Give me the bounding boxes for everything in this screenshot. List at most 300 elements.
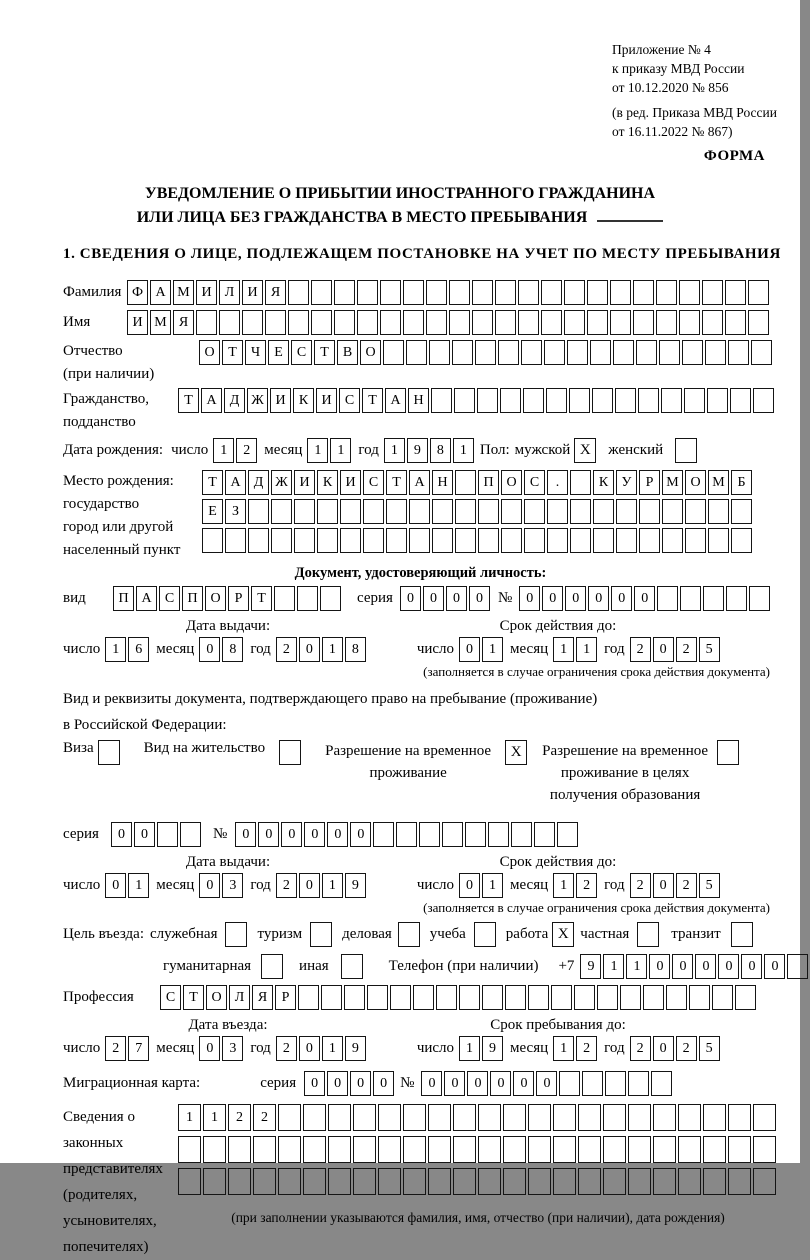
- char-box[interactable]: [684, 388, 705, 413]
- char-box[interactable]: [426, 280, 447, 305]
- char-box[interactable]: С: [291, 340, 312, 365]
- char-box[interactable]: О: [199, 340, 220, 365]
- char-box[interactable]: К: [293, 388, 314, 413]
- char-box[interactable]: 0: [467, 1071, 488, 1096]
- char-box[interactable]: Р: [228, 586, 249, 611]
- char-box[interactable]: [662, 499, 683, 524]
- char-box[interactable]: [503, 1104, 526, 1131]
- char-box[interactable]: [353, 1168, 376, 1195]
- char-box[interactable]: [386, 499, 407, 524]
- char-box[interactable]: Т: [251, 586, 272, 611]
- purpose-commercial-checkbox[interactable]: [398, 922, 420, 947]
- char-box[interactable]: [518, 280, 539, 305]
- char-box[interactable]: Т: [183, 985, 204, 1010]
- char-box[interactable]: [653, 1104, 676, 1131]
- char-box[interactable]: В: [337, 340, 358, 365]
- char-box[interactable]: [442, 822, 463, 847]
- char-box[interactable]: [428, 1104, 451, 1131]
- char-box[interactable]: 0: [695, 954, 716, 979]
- char-box[interactable]: 0: [536, 1071, 557, 1096]
- char-box[interactable]: [570, 528, 591, 553]
- char-box[interactable]: 8: [345, 637, 366, 662]
- char-box[interactable]: [478, 1136, 501, 1163]
- char-box[interactable]: [735, 985, 756, 1010]
- char-box[interactable]: 2: [228, 1104, 251, 1131]
- char-box[interactable]: [680, 586, 701, 611]
- char-box[interactable]: [455, 470, 476, 495]
- char-box[interactable]: [294, 499, 315, 524]
- char-box[interactable]: О: [205, 586, 226, 611]
- char-box[interactable]: 0: [588, 586, 609, 611]
- char-box[interactable]: 2: [676, 1036, 697, 1061]
- char-box[interactable]: [703, 1104, 726, 1131]
- char-box[interactable]: Т: [222, 340, 243, 365]
- char-box[interactable]: 1: [603, 954, 624, 979]
- char-box[interactable]: [228, 1136, 251, 1163]
- char-box[interactable]: [353, 1136, 376, 1163]
- char-box[interactable]: 0: [235, 822, 256, 847]
- char-box[interactable]: [498, 340, 519, 365]
- char-box[interactable]: 2: [253, 1104, 276, 1131]
- char-box[interactable]: [753, 1136, 776, 1163]
- char-box[interactable]: 0: [459, 637, 480, 662]
- char-box[interactable]: [653, 1136, 676, 1163]
- char-box[interactable]: 7: [128, 1036, 149, 1061]
- char-box[interactable]: [633, 280, 654, 305]
- char-box[interactable]: [225, 528, 246, 553]
- char-box[interactable]: [541, 310, 562, 335]
- char-box[interactable]: [321, 985, 342, 1010]
- char-box[interactable]: [334, 280, 355, 305]
- char-box[interactable]: [429, 340, 450, 365]
- char-box[interactable]: 0: [299, 1036, 320, 1061]
- char-box[interactable]: [616, 499, 637, 524]
- char-box[interactable]: [453, 1104, 476, 1131]
- char-box[interactable]: М: [173, 280, 194, 305]
- char-box[interactable]: 8: [430, 438, 451, 463]
- char-box[interactable]: [603, 1104, 626, 1131]
- char-box[interactable]: Р: [639, 470, 660, 495]
- char-box[interactable]: И: [294, 470, 315, 495]
- char-box[interactable]: [403, 1104, 426, 1131]
- char-box[interactable]: 0: [649, 954, 670, 979]
- char-box[interactable]: 0: [611, 586, 632, 611]
- char-box[interactable]: [419, 822, 440, 847]
- char-box[interactable]: [303, 1168, 326, 1195]
- sex-female-checkbox[interactable]: [675, 438, 697, 463]
- char-box[interactable]: [344, 985, 365, 1010]
- char-box[interactable]: [708, 528, 729, 553]
- char-box[interactable]: [528, 1104, 551, 1131]
- char-box[interactable]: [703, 1168, 726, 1195]
- char-box[interactable]: [465, 822, 486, 847]
- char-box[interactable]: [495, 280, 516, 305]
- char-box[interactable]: [570, 499, 591, 524]
- char-box[interactable]: 0: [718, 954, 739, 979]
- char-box[interactable]: 1: [322, 637, 343, 662]
- char-box[interactable]: 0: [134, 822, 155, 847]
- char-box[interactable]: 0: [741, 954, 762, 979]
- char-box[interactable]: М: [662, 470, 683, 495]
- char-box[interactable]: [730, 388, 751, 413]
- char-box[interactable]: 8: [222, 637, 243, 662]
- char-box[interactable]: [353, 1104, 376, 1131]
- char-box[interactable]: Т: [314, 340, 335, 365]
- char-box[interactable]: [728, 340, 749, 365]
- char-box[interactable]: 6: [128, 637, 149, 662]
- visa-checkbox[interactable]: [98, 740, 120, 765]
- char-box[interactable]: [409, 499, 430, 524]
- char-box[interactable]: 0: [469, 586, 490, 611]
- char-box[interactable]: 0: [653, 873, 674, 898]
- char-box[interactable]: [553, 1168, 576, 1195]
- char-box[interactable]: [288, 280, 309, 305]
- char-box[interactable]: 0: [423, 586, 444, 611]
- char-box[interactable]: 1: [213, 438, 234, 463]
- char-box[interactable]: [383, 340, 404, 365]
- char-box[interactable]: Т: [202, 470, 223, 495]
- char-box[interactable]: [248, 499, 269, 524]
- char-box[interactable]: А: [201, 388, 222, 413]
- char-box[interactable]: [500, 388, 521, 413]
- char-box[interactable]: [317, 499, 338, 524]
- char-box[interactable]: [413, 985, 434, 1010]
- char-box[interactable]: [592, 388, 613, 413]
- temp-permit-checkbox[interactable]: X: [505, 740, 527, 765]
- char-box[interactable]: 0: [634, 586, 655, 611]
- char-box[interactable]: [320, 586, 341, 611]
- char-box[interactable]: [472, 310, 493, 335]
- char-box[interactable]: 0: [400, 586, 421, 611]
- char-box[interactable]: .: [547, 470, 568, 495]
- char-box[interactable]: 0: [327, 1071, 348, 1096]
- char-box[interactable]: [593, 528, 614, 553]
- char-box[interactable]: [582, 1071, 603, 1096]
- char-box[interactable]: И: [270, 388, 291, 413]
- char-box[interactable]: [587, 310, 608, 335]
- char-box[interactable]: [528, 985, 549, 1010]
- char-box[interactable]: [265, 310, 286, 335]
- char-box[interactable]: [409, 528, 430, 553]
- char-box[interactable]: [578, 1136, 601, 1163]
- char-box[interactable]: 0: [444, 1071, 465, 1096]
- char-box[interactable]: [574, 985, 595, 1010]
- char-box[interactable]: 1: [553, 873, 574, 898]
- char-box[interactable]: 0: [565, 586, 586, 611]
- char-box[interactable]: [449, 280, 470, 305]
- char-box[interactable]: [328, 1168, 351, 1195]
- char-box[interactable]: [298, 985, 319, 1010]
- char-box[interactable]: И: [242, 280, 263, 305]
- char-box[interactable]: [203, 1136, 226, 1163]
- char-box[interactable]: [616, 528, 637, 553]
- char-box[interactable]: [219, 310, 240, 335]
- char-box[interactable]: Ж: [247, 388, 268, 413]
- char-box[interactable]: [495, 310, 516, 335]
- char-box[interactable]: 0: [304, 822, 325, 847]
- char-box[interactable]: И: [340, 470, 361, 495]
- char-box[interactable]: [459, 985, 480, 1010]
- char-box[interactable]: [253, 1168, 276, 1195]
- char-box[interactable]: 2: [630, 873, 651, 898]
- char-box[interactable]: [657, 586, 678, 611]
- char-box[interactable]: [328, 1104, 351, 1131]
- char-box[interactable]: 0: [373, 1071, 394, 1096]
- char-box[interactable]: [328, 1136, 351, 1163]
- char-box[interactable]: [311, 310, 332, 335]
- char-box[interactable]: [728, 1168, 751, 1195]
- char-box[interactable]: [628, 1168, 651, 1195]
- char-box[interactable]: 0: [105, 873, 126, 898]
- char-box[interactable]: [403, 310, 424, 335]
- char-box[interactable]: О: [360, 340, 381, 365]
- char-box[interactable]: [728, 1104, 751, 1131]
- char-box[interactable]: П: [113, 586, 134, 611]
- char-box[interactable]: А: [409, 470, 430, 495]
- char-box[interactable]: [524, 499, 545, 524]
- char-box[interactable]: [590, 340, 611, 365]
- char-box[interactable]: [702, 280, 723, 305]
- char-box[interactable]: 0: [653, 1036, 674, 1061]
- char-box[interactable]: 1: [576, 637, 597, 662]
- char-box[interactable]: 0: [199, 637, 220, 662]
- char-box[interactable]: 0: [304, 1071, 325, 1096]
- char-box[interactable]: [488, 822, 509, 847]
- char-box[interactable]: [363, 499, 384, 524]
- char-box[interactable]: Е: [202, 499, 223, 524]
- char-box[interactable]: [587, 280, 608, 305]
- char-box[interactable]: [679, 280, 700, 305]
- char-box[interactable]: [426, 310, 447, 335]
- char-box[interactable]: З: [225, 499, 246, 524]
- char-box[interactable]: [503, 1168, 526, 1195]
- char-box[interactable]: 2: [630, 1036, 651, 1061]
- char-box[interactable]: 0: [299, 637, 320, 662]
- char-box[interactable]: [613, 340, 634, 365]
- char-box[interactable]: 2: [576, 873, 597, 898]
- char-box[interactable]: Л: [229, 985, 250, 1010]
- char-box[interactable]: [703, 1136, 726, 1163]
- char-box[interactable]: [340, 499, 361, 524]
- char-box[interactable]: [403, 1136, 426, 1163]
- char-box[interactable]: [787, 954, 808, 979]
- char-box[interactable]: [578, 1168, 601, 1195]
- char-box[interactable]: [357, 310, 378, 335]
- char-box[interactable]: [553, 1104, 576, 1131]
- char-box[interactable]: 1: [482, 873, 503, 898]
- char-box[interactable]: 2: [676, 637, 697, 662]
- char-box[interactable]: [380, 310, 401, 335]
- char-box[interactable]: [378, 1168, 401, 1195]
- char-box[interactable]: [749, 586, 770, 611]
- char-box[interactable]: Ч: [245, 340, 266, 365]
- char-box[interactable]: [428, 1168, 451, 1195]
- char-box[interactable]: [534, 822, 555, 847]
- char-box[interactable]: 9: [345, 1036, 366, 1061]
- char-box[interactable]: 0: [281, 822, 302, 847]
- char-box[interactable]: И: [196, 280, 217, 305]
- char-box[interactable]: [271, 499, 292, 524]
- char-box[interactable]: [547, 499, 568, 524]
- char-box[interactable]: Е: [268, 340, 289, 365]
- char-box[interactable]: [303, 1136, 326, 1163]
- char-box[interactable]: Д: [248, 470, 269, 495]
- char-box[interactable]: 2: [276, 1036, 297, 1061]
- char-box[interactable]: [731, 499, 752, 524]
- char-box[interactable]: [628, 1071, 649, 1096]
- char-box[interactable]: [528, 1136, 551, 1163]
- char-box[interactable]: [639, 528, 660, 553]
- char-box[interactable]: 0: [350, 822, 371, 847]
- char-box[interactable]: [311, 280, 332, 305]
- char-box[interactable]: [578, 1104, 601, 1131]
- char-box[interactable]: [518, 310, 539, 335]
- char-box[interactable]: [702, 310, 723, 335]
- char-box[interactable]: Н: [408, 388, 429, 413]
- char-box[interactable]: А: [150, 280, 171, 305]
- char-box[interactable]: [253, 1136, 276, 1163]
- char-box[interactable]: Я: [265, 280, 286, 305]
- char-box[interactable]: 2: [630, 637, 651, 662]
- purpose-private-checkbox[interactable]: [637, 922, 659, 947]
- char-box[interactable]: 3: [222, 1036, 243, 1061]
- char-box[interactable]: [505, 985, 526, 1010]
- char-box[interactable]: [478, 528, 499, 553]
- char-box[interactable]: [363, 528, 384, 553]
- char-box[interactable]: 5: [699, 637, 720, 662]
- char-box[interactable]: [753, 388, 774, 413]
- char-box[interactable]: [603, 1136, 626, 1163]
- char-box[interactable]: 2: [105, 1036, 126, 1061]
- char-box[interactable]: [432, 528, 453, 553]
- char-box[interactable]: [685, 499, 706, 524]
- char-box[interactable]: [453, 1168, 476, 1195]
- char-box[interactable]: Я: [252, 985, 273, 1010]
- char-box[interactable]: [452, 340, 473, 365]
- char-box[interactable]: [662, 528, 683, 553]
- char-box[interactable]: 1: [459, 1036, 480, 1061]
- char-box[interactable]: 2: [576, 1036, 597, 1061]
- char-box[interactable]: У: [616, 470, 637, 495]
- char-box[interactable]: 5: [699, 873, 720, 898]
- char-box[interactable]: 0: [542, 586, 563, 611]
- char-box[interactable]: [475, 340, 496, 365]
- char-box[interactable]: И: [316, 388, 337, 413]
- char-box[interactable]: [682, 340, 703, 365]
- char-box[interactable]: С: [339, 388, 360, 413]
- char-box[interactable]: 1: [322, 873, 343, 898]
- char-box[interactable]: 2: [276, 873, 297, 898]
- char-box[interactable]: [651, 1071, 672, 1096]
- char-box[interactable]: [653, 1168, 676, 1195]
- char-box[interactable]: [521, 340, 542, 365]
- char-box[interactable]: [317, 528, 338, 553]
- char-box[interactable]: 9: [345, 873, 366, 898]
- purpose-humanitarian-checkbox[interactable]: [261, 954, 283, 979]
- char-box[interactable]: [557, 822, 578, 847]
- char-box[interactable]: [656, 310, 677, 335]
- char-box[interactable]: [378, 1136, 401, 1163]
- char-box[interactable]: [454, 388, 475, 413]
- char-box[interactable]: [753, 1104, 776, 1131]
- char-box[interactable]: 1: [307, 438, 328, 463]
- char-box[interactable]: [748, 310, 769, 335]
- char-box[interactable]: Т: [362, 388, 383, 413]
- char-box[interactable]: [666, 985, 687, 1010]
- char-box[interactable]: [703, 586, 724, 611]
- char-box[interactable]: [248, 528, 269, 553]
- char-box[interactable]: 1: [322, 1036, 343, 1061]
- char-box[interactable]: [610, 310, 631, 335]
- char-box[interactable]: 9: [580, 954, 601, 979]
- char-box[interactable]: [559, 1071, 580, 1096]
- char-box[interactable]: [288, 310, 309, 335]
- char-box[interactable]: [478, 499, 499, 524]
- char-box[interactable]: [725, 310, 746, 335]
- char-box[interactable]: 1: [453, 438, 474, 463]
- sex-male-checkbox[interactable]: X: [574, 438, 596, 463]
- char-box[interactable]: [178, 1168, 201, 1195]
- purpose-business-checkbox[interactable]: [225, 922, 247, 947]
- char-box[interactable]: 9: [482, 1036, 503, 1061]
- char-box[interactable]: 0: [653, 637, 674, 662]
- char-box[interactable]: [228, 1168, 251, 1195]
- char-box[interactable]: 0: [199, 873, 220, 898]
- char-box[interactable]: [403, 1168, 426, 1195]
- char-box[interactable]: [551, 985, 572, 1010]
- char-box[interactable]: [524, 528, 545, 553]
- char-box[interactable]: [334, 310, 355, 335]
- char-box[interactable]: [271, 528, 292, 553]
- char-box[interactable]: [731, 528, 752, 553]
- char-box[interactable]: Б: [731, 470, 752, 495]
- char-box[interactable]: 1: [178, 1104, 201, 1131]
- char-box[interactable]: 5: [699, 1036, 720, 1061]
- char-box[interactable]: 0: [258, 822, 279, 847]
- char-box[interactable]: 0: [459, 873, 480, 898]
- char-box[interactable]: [403, 280, 424, 305]
- purpose-study-checkbox[interactable]: [474, 922, 496, 947]
- char-box[interactable]: [340, 528, 361, 553]
- char-box[interactable]: [386, 528, 407, 553]
- char-box[interactable]: [620, 985, 641, 1010]
- char-box[interactable]: 0: [421, 1071, 442, 1096]
- char-box[interactable]: [297, 586, 318, 611]
- char-box[interactable]: [689, 985, 710, 1010]
- char-box[interactable]: [406, 340, 427, 365]
- char-box[interactable]: [436, 985, 457, 1010]
- char-box[interactable]: [546, 388, 567, 413]
- char-box[interactable]: 0: [764, 954, 785, 979]
- char-box[interactable]: 1: [482, 637, 503, 662]
- char-box[interactable]: [610, 280, 631, 305]
- char-box[interactable]: 0: [350, 1071, 371, 1096]
- char-box[interactable]: [294, 528, 315, 553]
- char-box[interactable]: С: [524, 470, 545, 495]
- char-box[interactable]: М: [708, 470, 729, 495]
- char-box[interactable]: [593, 499, 614, 524]
- char-box[interactable]: [603, 1168, 626, 1195]
- char-box[interactable]: [553, 1136, 576, 1163]
- char-box[interactable]: К: [593, 470, 614, 495]
- char-box[interactable]: [643, 985, 664, 1010]
- purpose-tourism-checkbox[interactable]: [310, 922, 332, 947]
- char-box[interactable]: [753, 1168, 776, 1195]
- char-box[interactable]: [157, 822, 178, 847]
- char-box[interactable]: [202, 528, 223, 553]
- char-box[interactable]: М: [150, 310, 171, 335]
- char-box[interactable]: О: [685, 470, 706, 495]
